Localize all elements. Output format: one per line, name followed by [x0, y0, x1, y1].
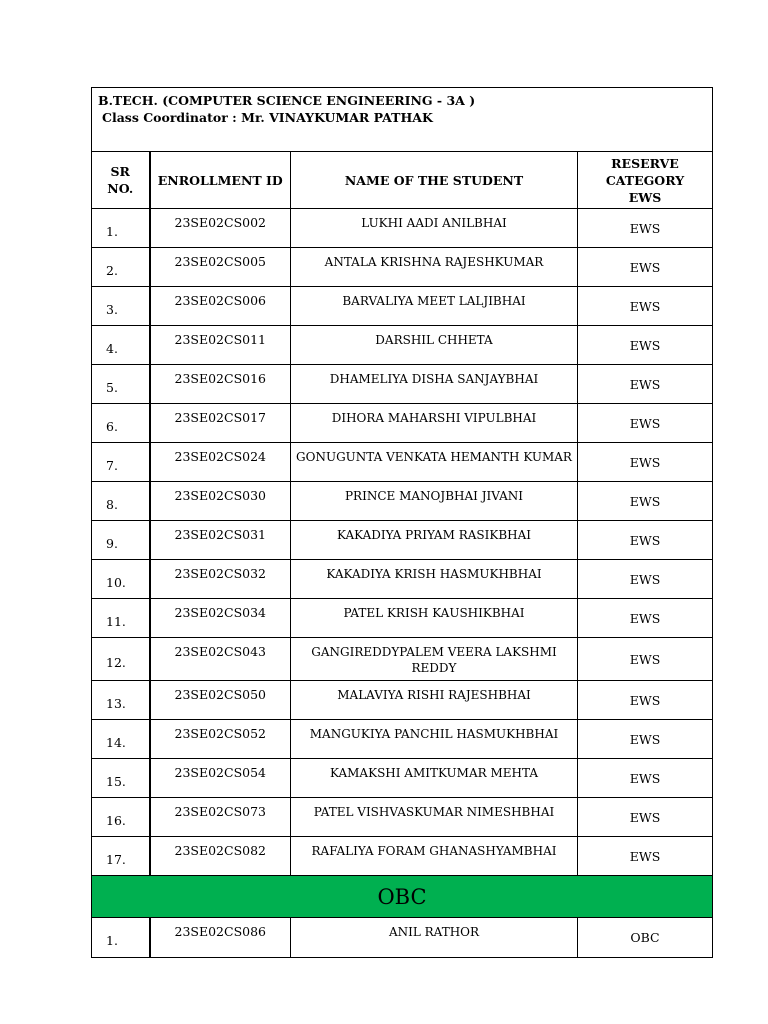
table-row — [92, 521, 713, 560]
table-row — [92, 599, 713, 638]
sr-no-cell: 3. — [92, 287, 150, 326]
enrollment-id-cell: 23SE02CS034 — [150, 599, 291, 638]
enrollment-id-cell: 23SE02CS031 — [150, 521, 291, 560]
student-name-cell: DIHORA MAHARSHI VIPULBHAI — [291, 404, 578, 443]
class-coordinator: Class Coordinator : Mr. VINAYKUMAR PATHAK — [102, 110, 433, 125]
enrollment-id-cell: 23SE02CS017 — [150, 404, 291, 443]
student-list-document — [91, 87, 712, 958]
category-cell: OBC — [578, 918, 713, 958]
student-name-cell: MALAVIYA RISHI RAJESHBHAI — [291, 681, 578, 720]
category-cell: EWS — [578, 837, 713, 876]
table-row — [92, 720, 713, 759]
category-cell: EWS — [578, 404, 713, 443]
enrollment-id-cell: 23SE02CS032 — [150, 560, 291, 599]
sr-no-cell: 14. — [92, 720, 150, 759]
sr-no-cell: 5. — [92, 365, 150, 404]
enrollment-id-cell: 23SE02CS011 — [150, 326, 291, 365]
sr-no-cell: 10. — [92, 560, 150, 599]
header-reserve-category: RESERVE CATEGORY EWS — [578, 152, 713, 209]
sr-no-cell: 8. — [92, 482, 150, 521]
category-cell: EWS — [578, 560, 713, 599]
category-cell: EWS — [578, 681, 713, 720]
student-name-cell: ANIL RATHOR — [291, 918, 578, 958]
sr-no-cell: 6. — [92, 404, 150, 443]
sr-no-cell: 12. — [92, 638, 150, 681]
student-name-cell: KAMAKSHI AMITKUMAR MEHTA — [291, 759, 578, 798]
enrollment-id-cell: 23SE02CS050 — [150, 681, 291, 720]
category-cell: EWS — [578, 599, 713, 638]
enrollment-id-cell: 23SE02CS016 — [150, 365, 291, 404]
category-cell: EWS — [578, 482, 713, 521]
enrollment-id-cell: 23SE02CS086 — [150, 918, 291, 958]
sr-no-cell: 13. — [92, 681, 150, 720]
category-cell: EWS — [578, 521, 713, 560]
sr-no-cell: 4. — [92, 326, 150, 365]
student-name-cell: LUKHI AADI ANILBHAI — [291, 209, 578, 248]
enrollment-id-cell: 23SE02CS002 — [150, 209, 291, 248]
enrollment-id-cell: 23SE02CS043 — [150, 638, 291, 681]
student-name-cell: KAKADIYA PRIYAM RASIKBHAI — [291, 521, 578, 560]
table-header-row — [92, 152, 713, 209]
table-row — [92, 798, 713, 837]
table-row — [92, 404, 713, 443]
table-row — [92, 287, 713, 326]
enrollment-id-cell: 23SE02CS054 — [150, 759, 291, 798]
table-row — [92, 638, 713, 681]
student-name-cell: BARVALIYA MEET LALJIBHAI — [291, 287, 578, 326]
header-enrollment-id: ENROLLMENT ID — [150, 152, 291, 209]
student-name-cell: DARSHIL CHHETA — [291, 326, 578, 365]
sr-no-cell: 16. — [92, 798, 150, 837]
sr-no-cell: 17. — [92, 837, 150, 876]
student-name-cell: MANGUKIYA PANCHIL HASMUKHBHAI — [291, 720, 578, 759]
category-cell: EWS — [578, 443, 713, 482]
table-row — [92, 365, 713, 404]
sr-no-cell: 1. — [92, 209, 150, 248]
category-cell: EWS — [578, 326, 713, 365]
table-row — [92, 560, 713, 599]
category-cell: EWS — [578, 759, 713, 798]
table-row — [92, 209, 713, 248]
enrollment-id-cell: 23SE02CS073 — [150, 798, 291, 837]
enrollment-id-cell: 23SE02CS024 — [150, 443, 291, 482]
table-row — [92, 482, 713, 521]
table-row — [92, 248, 713, 287]
sr-no-cell: 15. — [92, 759, 150, 798]
table-row — [92, 759, 713, 798]
student-name-cell: DHAMELIYA DISHA SANJAYBHAI — [291, 365, 578, 404]
category-cell: EWS — [578, 209, 713, 248]
table-row — [92, 443, 713, 482]
table-row — [92, 918, 713, 958]
category-cell: EWS — [578, 365, 713, 404]
student-name-cell: PRINCE MANOJBHAI JIVANI — [291, 482, 578, 521]
student-name-cell: PATEL KRISH KAUSHIKBHAI — [291, 599, 578, 638]
enrollment-id-cell: 23SE02CS052 — [150, 720, 291, 759]
sr-no-cell: 1. — [92, 918, 150, 958]
enrollment-id-cell: 23SE02CS005 — [150, 248, 291, 287]
enrollment-id-cell: 23SE02CS030 — [150, 482, 291, 521]
course-title: B.TECH. (COMPUTER SCIENCE ENGINEERING - 3A ) — [98, 93, 476, 108]
category-cell: EWS — [578, 720, 713, 759]
obc-section-label: OBC — [92, 876, 713, 918]
student-table — [91, 87, 713, 958]
category-cell: EWS — [578, 638, 713, 681]
student-name-cell: GANGIREDDYPALEM VEERA LAKSHMI REDDY — [291, 638, 578, 681]
sr-no-cell: 7. — [92, 443, 150, 482]
category-cell: EWS — [578, 287, 713, 326]
table-row — [92, 681, 713, 720]
student-name-cell: PATEL VISHVASKUMAR NIMESHBHAI — [291, 798, 578, 837]
student-name-cell: RAFALIYA FORAM GHANASHYAMBHAI — [291, 837, 578, 876]
enrollment-id-cell: 23SE02CS006 — [150, 287, 291, 326]
document-header — [92, 88, 713, 152]
table-row — [92, 837, 713, 876]
student-name-cell: KAKADIYA KRISH HASMUKHBHAI — [291, 560, 578, 599]
category-cell: EWS — [578, 248, 713, 287]
student-name-cell: ANTALA KRISHNA RAJESHKUMAR — [291, 248, 578, 287]
table-row — [92, 326, 713, 365]
obc-section-row — [92, 876, 713, 918]
category-cell: EWS — [578, 798, 713, 837]
header-sr-no: SR NO. — [92, 152, 150, 209]
sr-no-cell: 9. — [92, 521, 150, 560]
sr-no-cell: 11. — [92, 599, 150, 638]
header-student-name: NAME OF THE STUDENT — [291, 152, 578, 209]
enrollment-id-cell: 23SE02CS082 — [150, 837, 291, 876]
sr-no-cell: 2. — [92, 248, 150, 287]
student-name-cell: GONUGUNTA VENKATA HEMANTH KUMAR — [291, 443, 578, 482]
